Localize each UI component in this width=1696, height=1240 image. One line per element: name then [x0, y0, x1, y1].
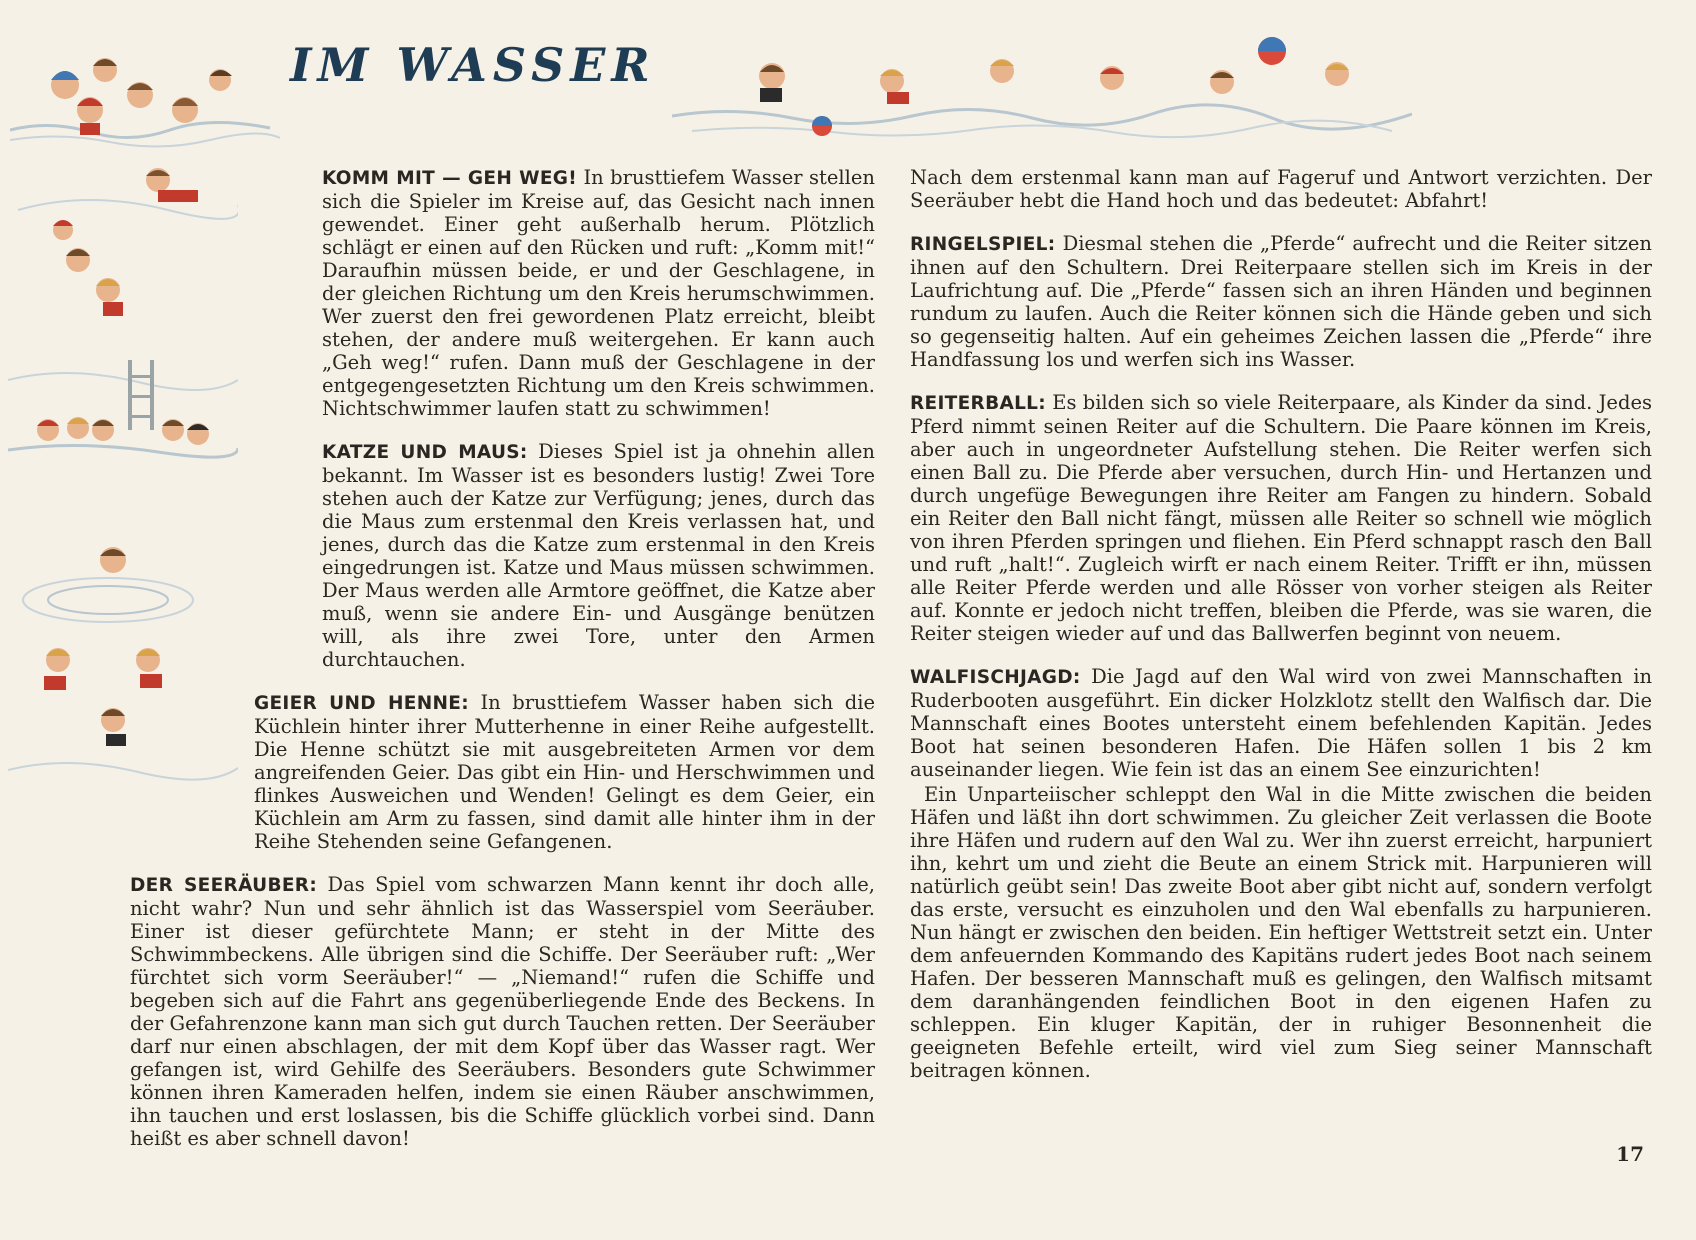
section-heading: WALFISCHJAGD:: [910, 667, 1081, 688]
section-text: Diesmal stehen die „Pferde“ aufrecht und die Reiter sitzen ihnen auf den Schultern. Drei Reiterpaare stellen sich im Kreis in der Laufrichtung auf. Die „Pferde“ fassen sich an ihren Händen und beginnen rundum zu laufen. Auch die Reiter können sich die Hände geben und sich so gegenseitig halten. Auf ein geheimes Zeichen lassen die „Pferde“ ihre Handfassung los und werfen sich ins Wasser.: [910, 232, 1652, 371]
section-text: In brusttiefem Wasser stellen sich die Spieler im Kreise auf, das Gesicht nach innen gewendet. Einer geht außerhalb herum. Plötzlich schlägt er einen auf den Rücken und ruft: „Komm mit!“ Daraufhin müssen beide, er und der Geschlagene, in der gleichen Richtung um den Kreis herumschwimmen. Wer zuerst den frei gewordenen Platz erreicht, bleibt stehen, der andere muß weitergehen. Er kann auch „Geh weg!“ rufen. Dann muß der Geschlagene in der entgegengesetzten Richtung um den Kreis schwimmen. Nichtschwimmer laufen statt zu schwimmen!: [322, 166, 875, 420]
swimming-children-illustration-top-right: [672, 36, 1412, 146]
section-heading: REITERBALL:: [910, 393, 1046, 414]
section-text: Dieses Spiel ist ja ohnehin allen bekannt. Im Wasser ist es besonders lustig! Zwei Tore stehen auch der Katze zur Verfügung; jenes, durch das die Maus zum erstenmal den Kreis verlassen hat, und jenes, durch das die Katze zum erstenmal in den Kreis eingedrungen ist. Katze und Maus müssen schwimmen. Der Maus werden alle Armtore geöffnet, die Katze aber muß, wenn sie andere Ein- und Ausgänge benützen will, als ihre zwei Tore, unter den Armen durchtauchen.: [322, 440, 875, 671]
swimming-children-illustration-top-left: [10, 40, 280, 150]
section-reiterball: [910, 391, 1652, 645]
right-text-column: [910, 166, 1652, 1102]
section-ringelspiel: [910, 232, 1652, 371]
section-komm-mit-geh-weg: [130, 166, 875, 420]
page-title: IM WASSER: [290, 38, 656, 92]
section-walfischjagd: [910, 665, 1652, 781]
section-geier-und-henne: [130, 691, 875, 853]
left-text-column: [130, 166, 875, 1170]
section-der-seeraeuber: [130, 873, 875, 1150]
section-text: In brusttiefem Wasser haben sich die Küchlein hinter ihrer Mutterhenne in einer Reihe aufgestellt. Die Henne schützt sie mit ausgebreiteten Armen vor dem angreifenden Geier. Das gibt ein Hin- und Herschwimmen und flinkes Ausweichen und Wenden! Gelingt es dem Geier, ein Küchlein am Arm zu fassen, sind damit alle hinter ihm in der Reihe Stehenden seine Gefangenen.: [254, 691, 875, 853]
section-heading: DER SEERÄUBER:: [130, 875, 318, 896]
walfischjagd-continuation: Ein Unparteiischer schleppt den Wal in die Mitte zwischen die beiden Häfen und läßt ihn dort schwimmen. Zu gleicher Zeit verlassen die Boote ihre Häfen und rudern auf den Wal zu. Wer ihn zuerst erreicht, harpuniert ihn, kehrt um und zieht die Beute an einem Strick mit. Harpunieren will natürlich geübt sein! Das zweite Boot aber gibt nicht auf, sondern verfolgt das erste, versucht es einzuholen und den Wal ebenfalls zu harpunieren. Nun hängt er zwischen den beiden. Ein heftiger Wettstreit setzt ein. Unter dem anfeuernden Kommando des Kapitäns rudert jedes Boot nach seinem Hafen. Der besseren Mannschaft muß es gelingen, den Walfisch mitsamt dem daranhängenden feindlichen Boot in den eigenen Hafen zu schleppen. Ein kluger Kapitän, der in ruhiger Besonnenheit die geeigneten Befehle erteilt, wird viel zum Sieg seiner Mannschaft beitragen können.: [910, 783, 1652, 1082]
section-katze-und-maus: [130, 440, 875, 671]
section-heading: RINGELSPIEL:: [910, 234, 1056, 255]
section-heading: GEIER UND HENNE:: [254, 693, 469, 714]
page-number: 17: [1616, 1142, 1644, 1166]
continued-text: Nach dem erstenmal kann man auf Fageruf und Antwort verzichten. Der Seeräuber hebt die Hand hoch und das bedeutet: Abfahrt!: [910, 166, 1652, 212]
section-heading: KOMM MIT — GEH WEG!: [322, 168, 577, 189]
section-text: Die Jagd auf den Wal wird von zwei Mannschaften in Ruderbooten ausgeführt. Ein dicker Holzklotz stellt den Walfisch dar. Die Mannschaft eines Bootes untersteht einem befehlenden Kapitän. Jedes Boot hat seinen besonderen Hafen. Die Häfen sollen 1 bis 2 km auseinander liegen. Wie fein ist das an einem See einzurichten!: [910, 665, 1653, 781]
section-text: Es bilden sich so viele Reiterpaare, als Kinder da sind. Jedes Pferd nimmt seinen Reiter auf die Schultern. Die Paare können im Kreis, aber auch in ungeordneter Aufstellung stehen. Die Reiter werfen sich einen Ball zu. Die Pferde aber versuchen, durch Hin- und Hertanzen und durch ungefüge Bewegungen ihre Reiter am Fangen zu hindern. Sobald ein Reiter den Ball nicht fängt, müssen alle Reiter so schnell wie möglich von ihren Pferden springen und fliehen. Ein Pferd schnappt rasch den Ball und ruft „halt!“. Zugleich wirft er nach einem Reiter. Trifft er ihn, müssen alle Reiter Pferde werden und alle Rösser von vorher steigen als Reiter auf. Konnte er jedoch nicht treffen, bleiben die Pferde, was sie waren, die Reiter steigen wieder auf und das Ballwerfen beginnt von neuem.: [910, 391, 1652, 645]
section-text: Das Spiel vom schwarzen Mann kennt ihr doch alle, nicht wahr? Nun und sehr ähnlich ist das Wasserspiel vom Seeräuber. Einer ist dieser gefürchtete Mann; er steht in der Mitte des Schwimmbeckens. Alle übrigen sind die Schiffe. Der Seeräuber ruft: „Wer fürchtet sich vorm Seeräuber!“ — „Niemand!“ rufen die Schiffe und begeben sich auf die Fahrt ans gegenüberliegende Ende des Beckens. In der Gefahrenzone kann man sich gut durch Tauchen retten. Der Seeräuber darf nur einen abschlagen, der mit dem Kopf über das Wasser ragt. Wer gefangen ist, wird Gehilfe des Seeräubers. Besonders gute Schwimmer können ihren Kameraden helfen, indem sie einen Räuber anschwimmen, ihn tauchen und erst loslassen, bis die Schiffe glücklich vorbei sind. Dann heißt es aber schnell davon!: [130, 873, 875, 1150]
section-heading: KATZE UND MAUS:: [322, 442, 528, 463]
